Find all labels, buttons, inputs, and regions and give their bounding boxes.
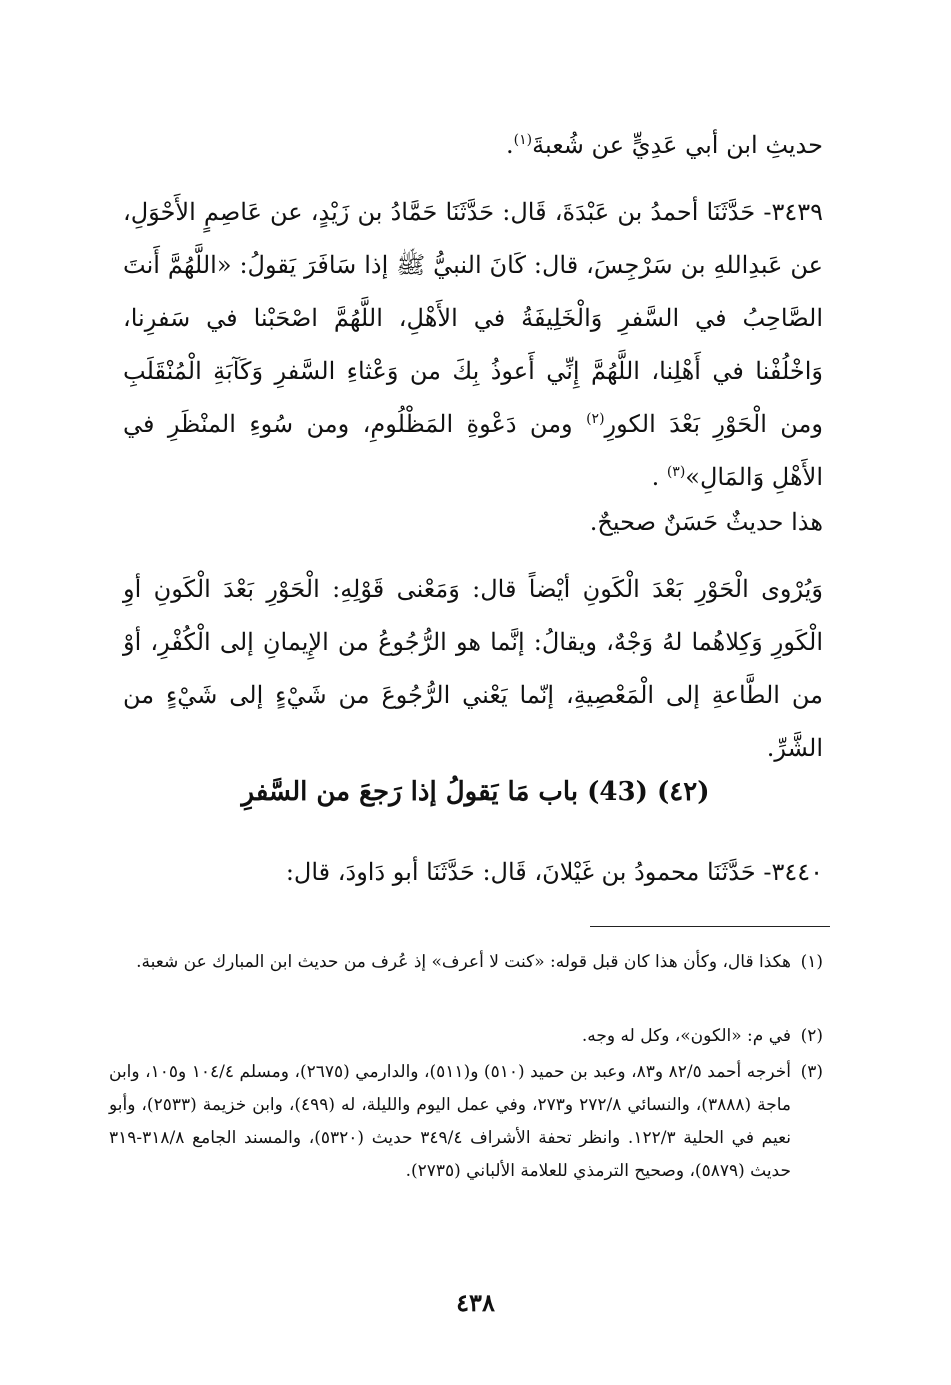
footnote-text: هكذا قال، وكأن هذا كان قبل قوله: «كنت لا أعرف» إذ عُرف من حديث ابن المبارك عن شعبة.: [136, 952, 791, 972]
footnote-number: (٣): [800, 1062, 823, 1082]
hadith-3439-text: ٣٤٣٩- حَدَّثَنَا أحمدُ بن عَبْدَةَ، قَال: حَدَّثَنَا حَمَّادُ بن زَيْدٍ، عن عَاصِمٍ الأَحْوَلِ، عن عَبدِاللهِ بن سَرْجِسَ، قال: كَانَ النبيُّ ﷺ إذا سَافَرَ يَقولُ: «اللَّهُمَّ أَنتَ الصَّاحِبُ في السَّفرِ وَالْخَلِيفَةُ في الأَهْلِ، اللَّهُمَّ اصْحَبْنا في سَفرِنا، وَاخْلُفْنا في أَهْلِنا، اللَّهُمَّ إِنِّي أَعوذُ بِكَ من وَعْثاءِ السَّفرِ وَكَآبَةِ الْمُنْقَلَبِ ومن الْحَوْرِ بَعْدَ الكورِ: [123, 198, 824, 438]
grading-line: هذا حديثٌ حَسَنٌ صحيحٌ.: [589, 508, 823, 536]
hadith-3439-text-cont: ومن دَعْوةِ المَظْلُومِ، ومن سُوءِ المنْظَرِ في الأَهْلِ وَالمَالِ»: [123, 410, 823, 491]
footnote-text: أخرجه أحمد ٨٢/٥ و٨٣، وعبد بن حميد (٥١٠) و(٥١١)، والدارمي (٢٦٧٥)، ومسلم ١٠٤/٤ و١٠٥، وابن ماجة (٣٨٨٨)، والنسائي ٢٧٢/٨ و٢٧٣، وفي عمل اليوم والليلة، له (٤٩٩)، وابن خزيمة (٢٥٣٣)، وأبو نعيم في الحلية ١٢٢/٣. وانظر تحفة الأشراف ٣٤٩/٤ حديث (٥٣٢٠)، والمسند الجامع ٣١٨/٨-٣١٩ حديث (٥٨٧٩)، وصحيح الترمذي للعلامة الألباني (٢٧٣٥).: [109, 1062, 792, 1181]
intro-line: [123, 119, 823, 172]
footnote-ref-3: (٣): [666, 464, 686, 480]
hadith-3439: [123, 186, 823, 504]
footnote-ref-2: (٢): [586, 411, 605, 427]
footnote-ref-1: (١): [513, 132, 533, 148]
chapter-heading: (٤٢) (43) باب مَا يَقولُ إذا رَجعَ من السَّفرِ: [241, 777, 710, 807]
footnote-1: [103, 946, 823, 979]
hadith-3440: ٣٤٤٠- حَدَّثَنَا محمودُ بن غَيْلانَ، قَال: حَدَّثَنَا أبو دَاودَ، قال:: [285, 858, 823, 886]
footnote-2: [103, 1020, 823, 1053]
footnote-number: (١): [800, 952, 823, 972]
footnote-3: [103, 1056, 823, 1188]
page-number: ٤٣٨: [456, 1288, 495, 1317]
explanation-paragraph: وَيُرْوى الْحَوْرِ بَعْدَ الْكَونِ أيْضاً قال: وَمَعْنى قَوْلِهِ: الْحَوْرِ بَعْدَ الْكَونِ أوِ الْكَورِ وَكِلاهُما لهُ وَجْهٌ، ويقالُ: إنَّما هو الرُّجُوعُ من الإِيمانِ إلى الْكُفْرِ، أوْ من الطَّاعةِ إلى الْمَعْصِيةِ، إنّما يَعْني الرُّجُوعَ من شَيْءٍ إلى شَيْءٍ من الشَّرِّ.: [123, 575, 823, 762]
footnote-divider: [590, 926, 830, 927]
footnote-text: في م: «الكون»، وكل له وجه.: [581, 1026, 791, 1046]
hadith-3439-end: .: [651, 463, 667, 491]
intro-text: حديثِ ابن أبي عَدِيٍّ عن شُعبةَ: [532, 131, 823, 159]
footnote-number: (٢): [800, 1026, 823, 1046]
intro-end: .: [506, 131, 514, 159]
